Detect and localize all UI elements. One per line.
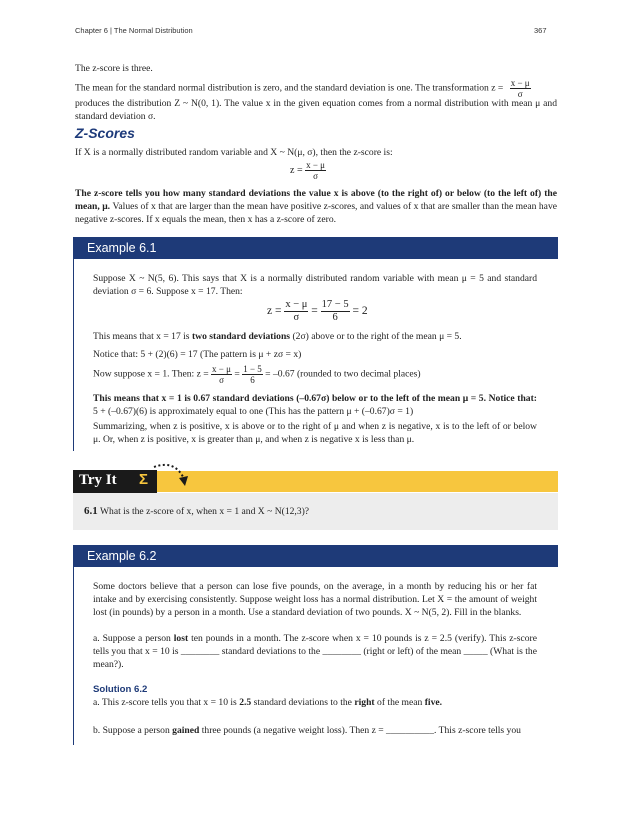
ex61-equation [267,299,368,324]
ex62-pa-bold: lost [173,633,189,644]
try-it-question [84,505,309,518]
zscore-formula [290,160,326,181]
ex62-part-a [93,632,537,671]
ex62-sol-b3: five. [424,697,443,708]
sigma-icon: Σ [139,471,149,488]
ex62-sol-b1: 2.5 [239,697,252,708]
dotted-arrow-icon [150,461,195,493]
ex61-paragraph-6: Summarizing, when z is positive, x is above or to the right of μ and when z is negative, x is to the left of or below μ. Or, when z is positive, x is greater than μ, and when z is negative x is less than μ. [93,421,537,445]
try-it-label: Try It [79,472,117,488]
zscore-definition: If X is a normally distributed random variable and X ~ N(μ, σ), then the z-score is: [75,147,393,158]
ex62-pb-bold: gained [172,725,200,736]
ex61-p4-a: Now suppose x = 1. Then: z = [93,368,209,380]
example-6-1-header [73,237,558,259]
try-it-number: 6.1 [84,505,98,517]
example-6-2-header [73,545,558,567]
ex61-paragraph-1: Suppose X ~ N(5, 6). This says that X is a normally distributed random variable with mean μ = 5 and standard deviation σ = 6. Suppose x = 17. Then: [93,273,537,297]
intro-mean-text-2: produces the distribution Z ~ N(0, 1). The value x in the given equation comes from a normal distribution with mean μ and standard deviation σ. [75,98,557,122]
transform-fraction [510,78,531,99]
ex62-sol-2: standard deviations to the [253,697,352,708]
ex61-p4-eq: = [234,368,240,380]
ex62-pa-2: ten pounds in a month. The z-score when x = 10 pounds is z = 2.5 (verify). This z-score tells you that x = 10 is ________ standard deviations to the ________ (right or left) of the mean _____ (What is the mean?). [93,633,537,670]
ex62-pa-1: a. Suppose a person [93,633,171,644]
ex61-eq-fraction-2 [321,299,350,324]
try-it-question-text: What is the z-score of x, when x = 1 and X ~ N(12,3)? [99,506,310,517]
zscore-bold-statement: The z-score tells you how many standard deviations the value x is above (to the right of) or below (to the left of) the mean, μ. [75,188,557,212]
transform-numerator: x − μ [510,78,530,88]
ex61-p4-f1-num: x − μ [212,364,231,374]
ex61-p4-b: = –0.67 (rounded to two decimal places) [265,368,421,380]
ex61-p2-bold: two standard deviations [191,331,291,342]
transform-denominator: σ [517,89,523,99]
intro-mean-text-1: The mean for the standard normal distribution is zero, and the standard deviation is one. The transformation z = [75,82,504,94]
section-heading-z-scores: Z-Scores [75,125,135,141]
ex61-p5-rest: 5 + (–0.67)(6) is approximately equal to one (This has the pattern μ + (–0.67)σ = 1) [93,406,414,417]
ex61-p4-fraction-2 [242,364,263,385]
ex61-p4-fraction-1 [211,364,232,385]
example-6-2-border [73,567,74,745]
example-6-2-title: Example 6.2 [87,549,157,563]
ex62-part-b [93,724,537,737]
formula-left: z = [290,164,303,176]
ex61-paragraph-4 [93,364,537,385]
ex61-p4-f1-den: σ [219,375,224,385]
ex61-eq-f2-num: 17 − 5 [321,299,349,310]
running-header: Chapter 6 | The Normal Distribution [75,26,193,35]
ex61-paragraph-2 [93,330,537,343]
example-6-1-border [73,259,74,451]
ex61-eq-f2-den: 6 [332,312,338,323]
ex62-sol-3: of the mean [377,697,423,708]
ex61-eq-equals: = [311,305,318,318]
ex61-p4-f2-num: 1 − 5 [243,364,262,374]
try-it-logo [73,470,157,493]
ex62-sol-b2: right [354,697,375,708]
formula-numerator: x − μ [306,160,325,170]
zscore-explanation [75,187,557,226]
intro-mean-paragraph [75,78,557,99]
ex61-p4-f2-den: 6 [250,375,255,385]
formula-fraction [305,160,326,181]
ex61-eq-z: z = [267,305,282,318]
ex62-pb-2: three pounds (a negative weight loss). Then z = __________. This z-score tells you [201,725,521,736]
ex61-p2-a: This means that x = 17 is [93,331,190,342]
ex61-eq-f1-den: σ [293,312,300,323]
ex61-eq-f1-num: x − μ [285,299,308,310]
ex62-paragraph-1: Some doctors believe that a person can lose five pounds, on the average, in a month by reducing his or her fat intake and by exercising consistently. Suppose weight loss has a normal distribution. Let X = the amount of weight lost (in pounds) by a person in a month. Use a standard deviation of two pounds. X ~ N(5, 2). Fill in the blanks. [93,581,537,618]
page-number: 367 [534,26,547,35]
ex61-eq-fraction-1 [284,299,308,324]
ex61-p5-bold: This means that x = 1 is 0.67 standard deviations (–0.67σ) below or to the left of the mean μ = 5. Notice that: [93,393,537,404]
intro-z-three: The z-score is three. [75,63,153,74]
ex61-p2-b: (2σ) above or to the right of the mean μ = 5. [292,331,462,342]
ex61-paragraph-5 [93,392,537,418]
zscore-rest: Values of x that are larger than the mean have positive z-scores, and values of x that are smaller than the mean have negative z-scores. If x equals the mean, then x has a z-score of zero. [75,201,557,225]
ex61-eq-result: = 2 [352,305,368,318]
ex62-pb-1: b. Suppose a person [93,725,170,736]
solution-6-2-heading: Solution 6.2 [93,684,148,695]
ex62-sol-1: a. This z-score tells you that x = 10 is [93,697,237,708]
ex62-solution-a [93,696,537,709]
ex61-paragraph-3: Notice that: 5 + (2)(6) = 17 (The pattern is μ + zσ = x) [93,349,302,360]
formula-denominator: σ [313,171,318,181]
example-6-1-title: Example 6.1 [87,241,157,255]
